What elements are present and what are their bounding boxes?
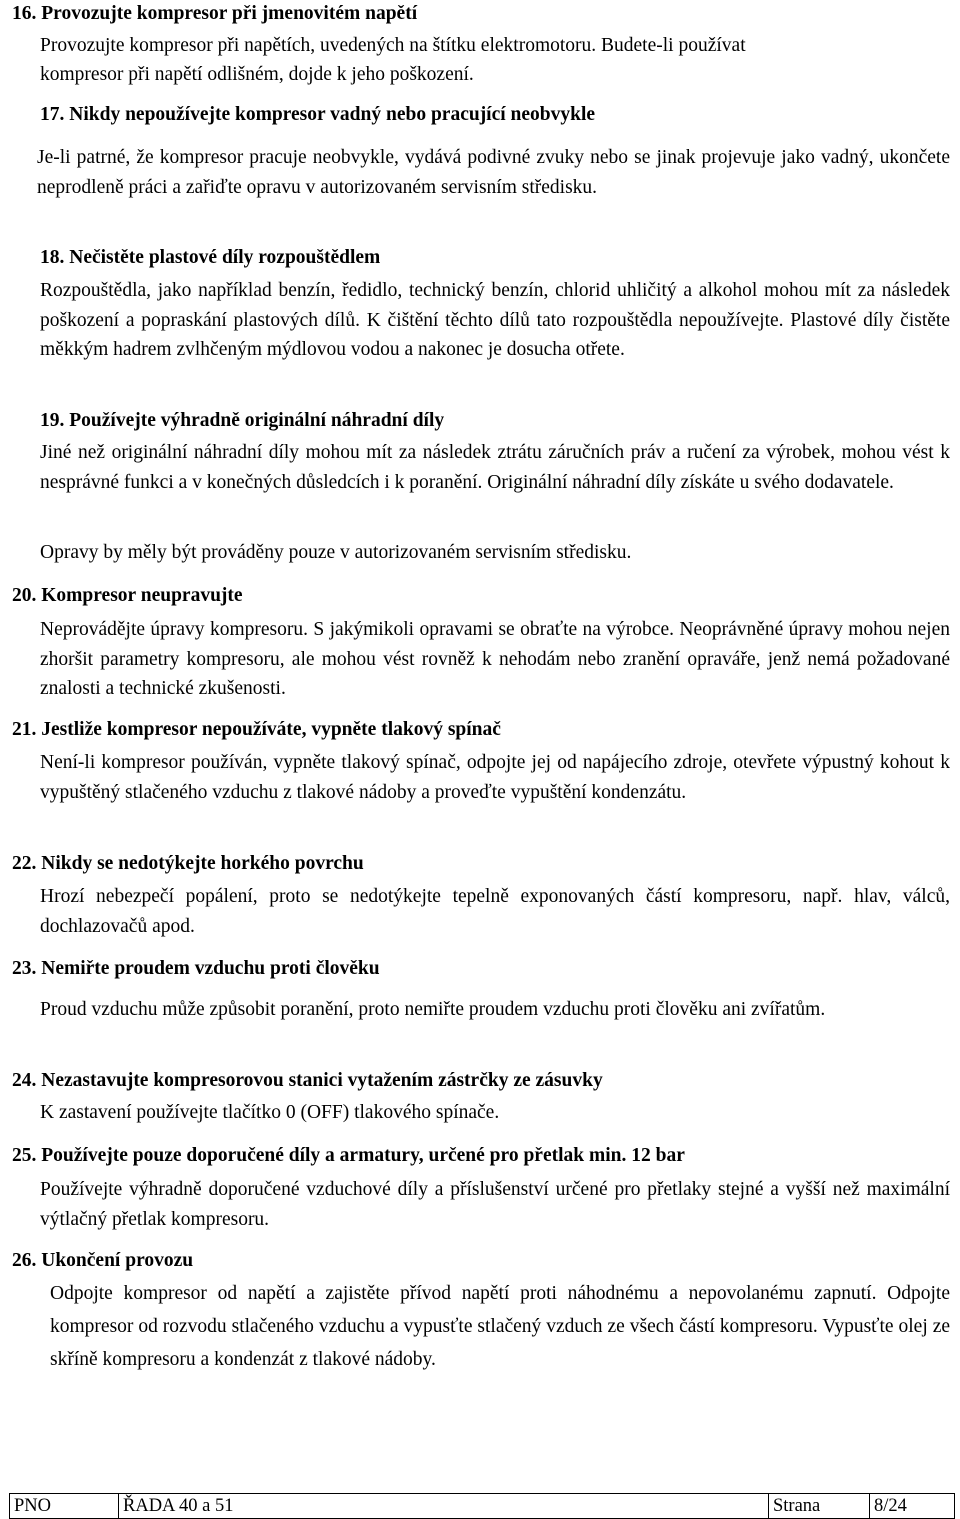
section-23-text: Proud vzduchu může způsobit poranění, proto nemiřte proudem vzduchu proti člověku ani zvířatům.: [40, 999, 826, 1020]
section-20-text: Neprovádějte úpravy kompresoru. S jakýmikoli opravami se obraťte na výrobce. Neoprávněné úpravy mohou nejen zhoršit parametry kompresoru, ale mohou vést rovněž k nehodám nebo zranění opraváře, jenž nemá požadované znalosti a technické zkušenosti.: [40, 619, 950, 699]
section-23-heading: 23. Nemiřte proudem vzduchu proti člověku: [12, 958, 380, 979]
section-26-heading: 26. Ukončení provozu: [12, 1250, 194, 1271]
section-22-heading: 22. Nikdy se nedotýkejte horkého povrchu: [12, 853, 364, 874]
section-20-heading: 20. Kompresor neupravujte: [12, 585, 243, 606]
section-16-line-2: kompresor při napětí odlišném, dojde k jeho poškození.: [40, 64, 474, 85]
footer-brand: PNO: [9, 1494, 118, 1518]
section-24-heading: 24. Nezastavujte kompresorovou stanici vytažením zástrčky ze zásuvky: [12, 1070, 603, 1091]
section-18-heading: 18. Nečistěte plastové díly rozpouštědlem: [40, 247, 381, 268]
section-18-text: Rozpouštědla, jako například benzín, ředidlo, technický benzín, chlorid uhličitý a alkohol mohou mít za následek poškození a popraskání plastových dílů. K čištění těchto dílů tato rozpouštědla nepoužívejte. Plastové díly čistěte měkkým hadrem zvlhčeným mýdlovou vodou a nakonec je dosucha otřete.: [40, 280, 950, 360]
section-25-heading: 25. Používejte pouze doporučené díly a armatury, určené pro přetlak min. 12 bar: [12, 1145, 685, 1166]
footer-series: ŘADA 40 a 51: [118, 1494, 768, 1518]
section-24-text: K zastavení používejte tlačítko 0 (OFF) tlakového spínače.: [40, 1102, 500, 1123]
section-21-heading: 21. Jestliže kompresor nepoužíváte, vypněte tlakový spínač: [12, 719, 501, 740]
section-17-heading: 17. Nikdy nepoužívejte kompresor vadný nebo pracující neobvykle: [40, 104, 596, 125]
section-19-text2: Opravy by měly být prováděny pouze v autorizovaném servisním středisku.: [40, 542, 632, 563]
section-16-line-1: Provozujte kompresor při napětích, uvedených na štítku elektromotoru. Budete-li používat: [40, 35, 746, 56]
section-19-text: Jiné než originální náhradní díly mohou mít za následek ztrátu záručních práv a ručení za výrobek, mohou vést k nesprávné funkci a v konečných důsledcích i k poranění. Originální náhradní díly získáte u svého dodavatele.: [40, 442, 950, 493]
section-22-text: Hrozí nebezpečí popálení, proto se nedotýkejte tepelně exponovaných částí kompresoru, např. hlav, válců, dochlazovačů apod.: [40, 886, 950, 937]
section-19-heading: 19. Používejte výhradně originální náhradní díly: [40, 410, 445, 431]
footer-page-number: 8/24: [869, 1494, 955, 1518]
section-16-heading: 16. Provozujte kompresor při jmenovitém napětí: [12, 3, 418, 24]
section-25-text: Používejte výhradně doporučené vzduchové díly a příslušenství určené pro přetlaky stejné a vyšší než maximální výtlačný přetlak kompresoru.: [40, 1179, 950, 1230]
section-17-text: Je-li patrné, že kompresor pracuje neobvykle, vydává podivné zvuky nebo se jinak projevuje jako vadný, ukončete neprodleně práci a zařiďte opravu v autorizovaném servisním středisku.: [37, 147, 950, 198]
footer-page-label: Strana: [768, 1494, 869, 1518]
page-footer: [9, 1493, 955, 1519]
section-21-text: Není-li kompresor používán, vypněte tlakový spínač, odpojte jej od napájecího zdroje, otevřete výpustný kohout k vypuštěný stlačeného vzduchu z tlakové nádoby a proveďte vypuštění kondenzátu.: [40, 752, 950, 803]
section-26-text: Odpojte kompresor od napětí a zajistěte přívod napětí proti náhodnému a nepovolanému zapnutí. Odpojte kompresor od rozvodu stlačeného vzduchu a vypusťte stlačený vzduch ze všech částí kompresoru. Vypusťte olej ze skříně kompresoru a kondenzát z tlakové nádoby.: [50, 1283, 950, 1370]
